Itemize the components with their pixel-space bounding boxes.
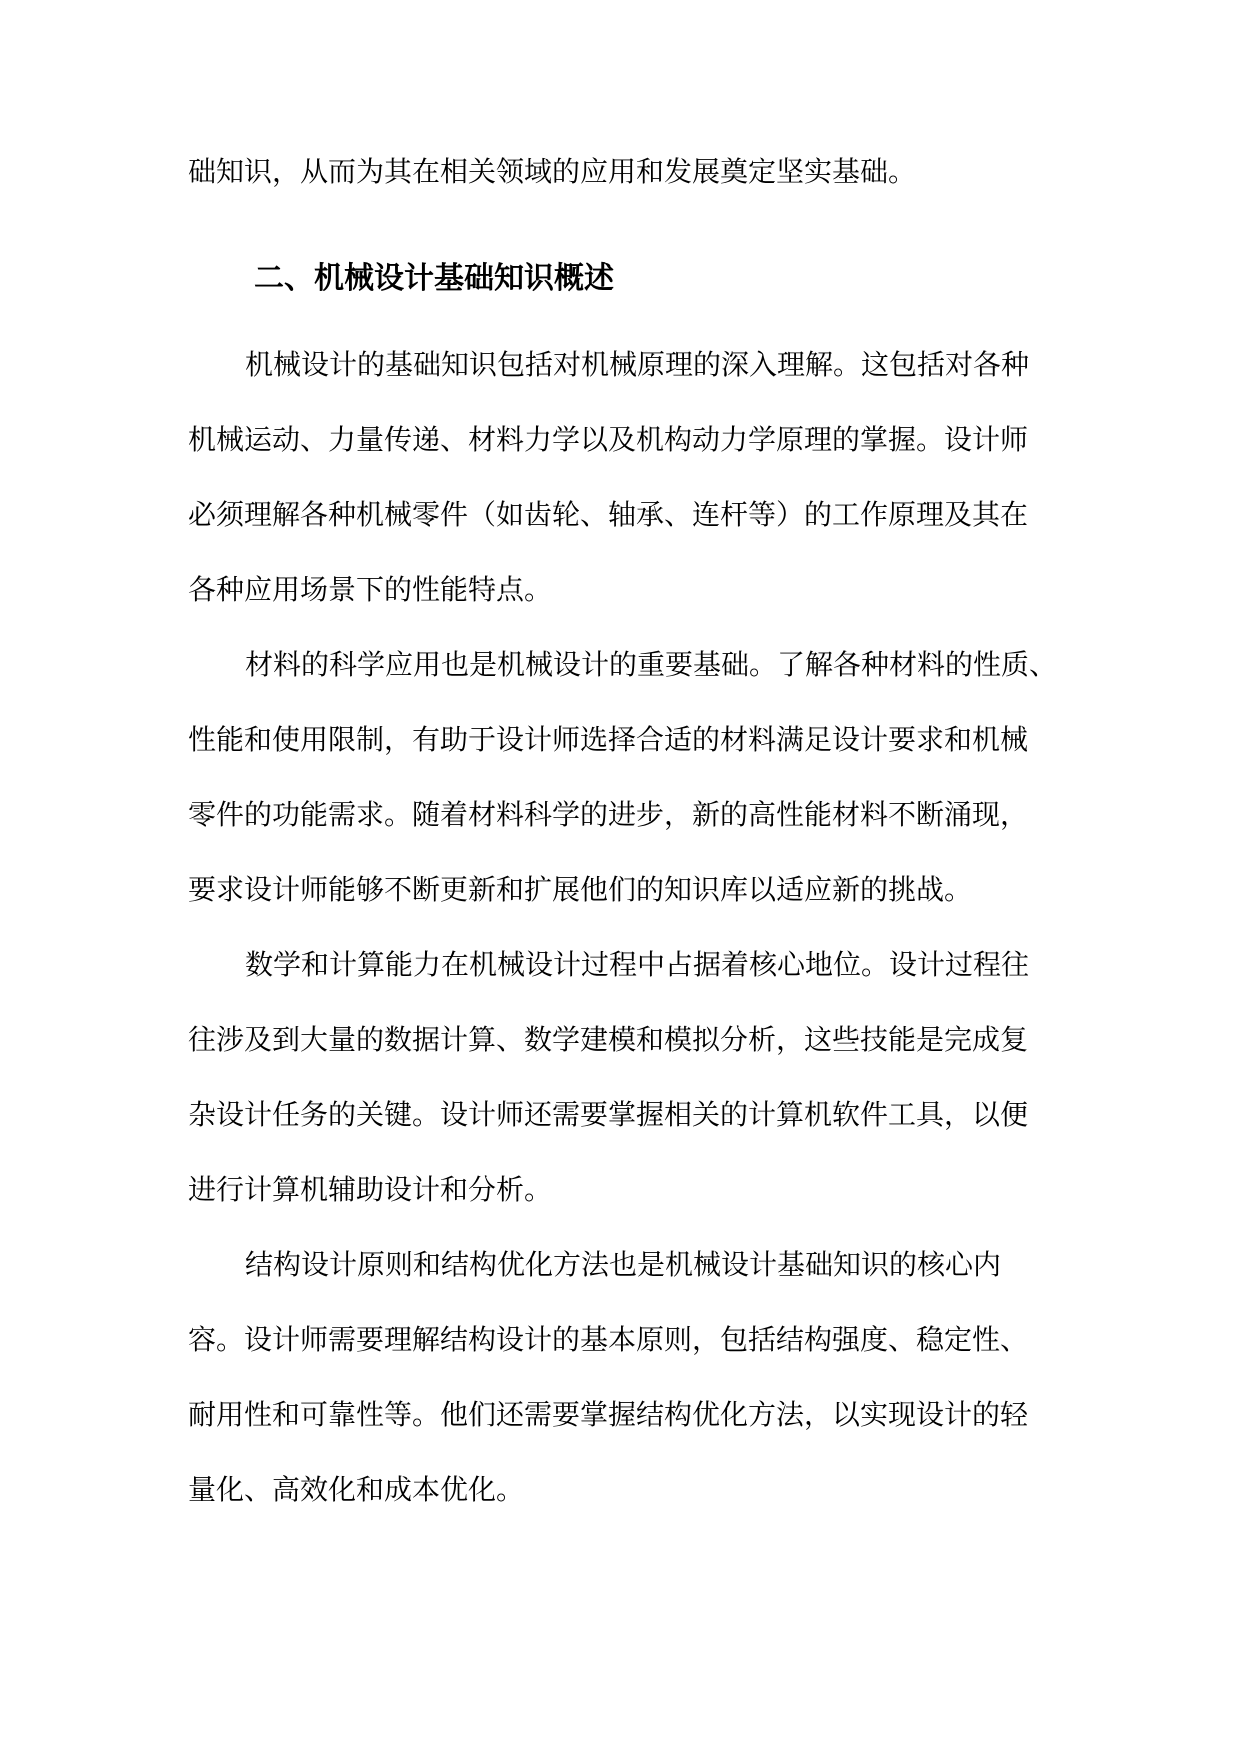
paragraph-2-line-1: 材料的科学应用也是机械设计的重要基础。了解各种材料的性质、 — [245, 648, 1058, 681]
paragraph-4-line-4: 量化、高效化和成本优化。 — [188, 1473, 525, 1506]
paragraph-4-line-1: 结构设计原则和结构优化方法也是机械设计基础知识的核心内 — [245, 1248, 1002, 1281]
paragraph-3-line-3: 杂设计任务的关键。设计师还需要掌握相关的计算机软件工具，以便 — [188, 1098, 1029, 1131]
paragraph-1-line-4: 各种应用场景下的性能特点。 — [188, 573, 553, 606]
paragraph-3-line-2: 往涉及到大量的数据计算、数学建模和模拟分析，这些技能是完成复 — [188, 1023, 1029, 1056]
paragraph-2-line-2: 性能和使用限制，有助于设计师选择合适的材料满足设计要求和机械 — [188, 723, 1029, 756]
paragraph-4-line-2: 容。设计师需要理解结构设计的基本原则，包括结构强度、稳定性、 — [188, 1323, 1029, 1356]
paragraph-1-line-3: 必须理解各种机械零件（如齿轮、轴承、连杆等）的工作原理及其在 — [188, 498, 1029, 531]
paragraph-3-line-4: 进行计算机辅助设计和分析。 — [188, 1173, 553, 1206]
paragraph-4-line-3: 耐用性和可靠性等。他们还需要掌握结构优化方法，以实现设计的轻 — [188, 1398, 1029, 1431]
paragraph-1-line-2: 机械运动、力量传递、材料力学以及机构动力学原理的掌握。设计师 — [188, 423, 1029, 456]
paragraph-2-line-3: 零件的功能需求。随着材料科学的进步，新的高性能材料不断涌现， — [188, 798, 1029, 831]
paragraph-3-line-1: 数学和计算能力在机械设计过程中占据着核心地位。设计过程往 — [245, 948, 1030, 981]
intro-line: 础知识，从而为其在相关领域的应用和发展奠定坚实基础。 — [188, 155, 917, 188]
paragraph-1-line-1: 机械设计的基础知识包括对机械原理的深入理解。这包括对各种 — [245, 348, 1030, 381]
paragraph-2-line-4: 要求设计师能够不断更新和扩展他们的知识库以适应新的挑战。 — [188, 873, 973, 906]
section-heading: 二、机械设计基础知识概述 — [254, 261, 614, 296]
